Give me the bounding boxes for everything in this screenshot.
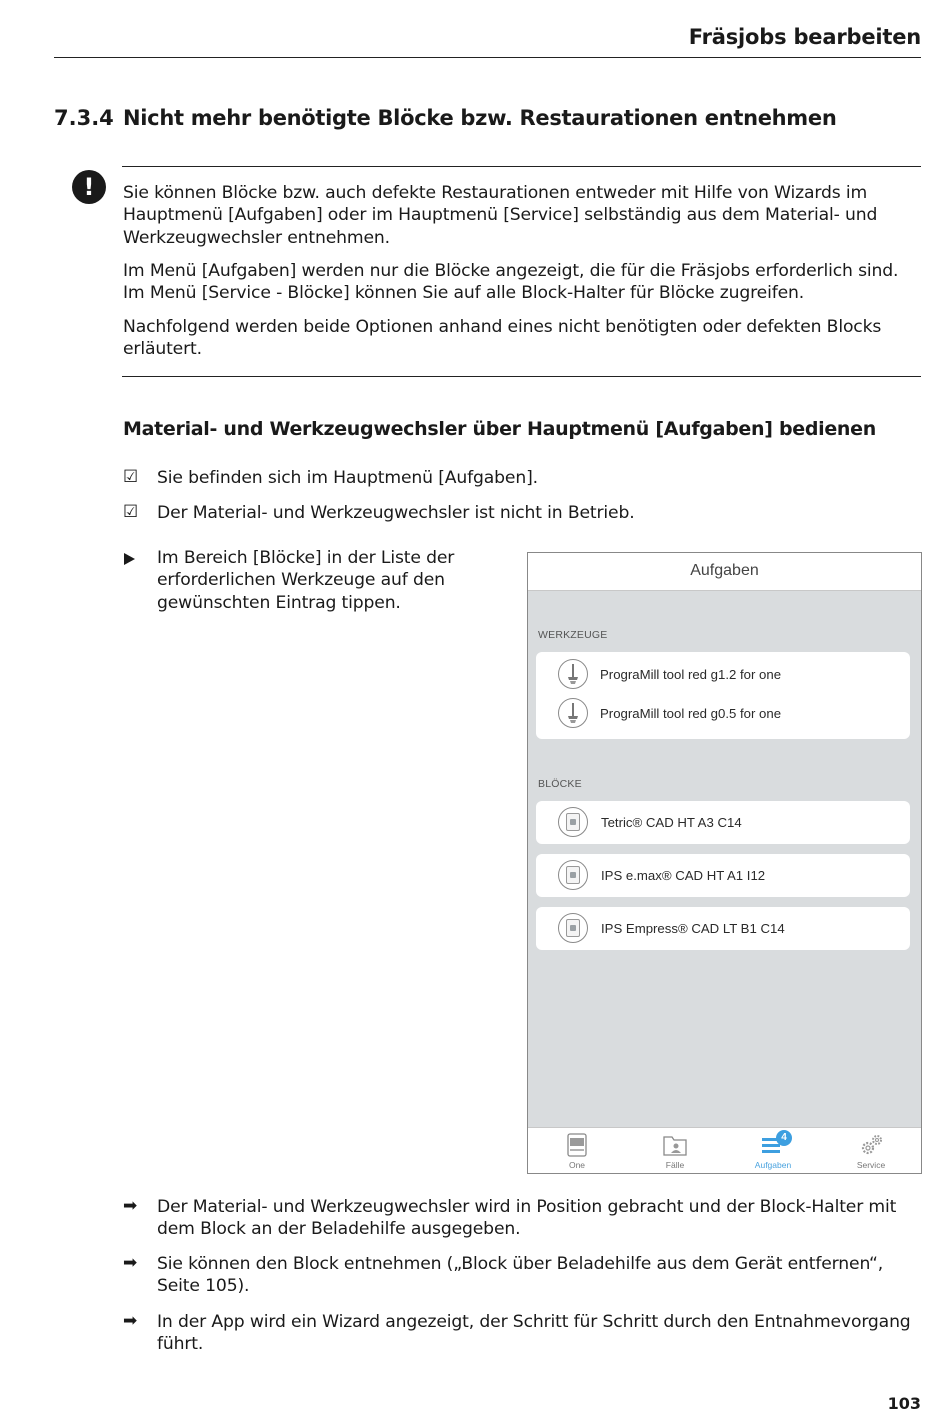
step-instruction: Im Bereich [Blöcke] in der Liste der erforderlichen Werkzeuge auf den gewünschten Eintrag tippen. [157, 548, 455, 613]
app-screenshot [527, 552, 922, 1174]
tab-label: One [568, 1160, 586, 1170]
block-item-label: Tetric® CAD HT A3 C14 [601, 815, 742, 830]
tool-item[interactable] [558, 698, 898, 730]
milling-tool-icon [558, 698, 588, 728]
tools-card [536, 652, 910, 739]
block-item-label: IPS Empress® CAD LT B1 C14 [601, 921, 785, 936]
block-item[interactable] [536, 854, 910, 897]
tool-item[interactable] [558, 659, 898, 691]
app-title-bar [528, 553, 921, 591]
result-3: In der App wird ein Wizard angezeigt, der Schritt für Schritt durch den Entnahmevorgang führt. [157, 1312, 911, 1355]
milling-tool-icon [558, 659, 588, 689]
step-arrow-icon [124, 553, 135, 565]
block-item-label: IPS e.max® CAD HT A1 I12 [601, 868, 766, 883]
gear-icon [858, 1133, 884, 1157]
tab-label: Aufgaben [754, 1160, 792, 1170]
result-arrow-icon: ➡ [123, 1253, 138, 1273]
subsection-title: Material- und Werkzeugwechsler über Hauptmenü [Aufgaben] bedienen [123, 418, 876, 440]
notice-bottom-rule [122, 376, 921, 377]
device-icon [564, 1133, 590, 1157]
tab-one[interactable] [528, 1128, 626, 1174]
block-icon [558, 913, 588, 943]
notice-top-rule [122, 166, 921, 167]
section-title: Nicht mehr benötigte Blöcke bzw. Restaurationen entnehmen [123, 106, 837, 130]
result-1: Der Material- und Werkzeugwechsler wird in Position gebracht und der Block-Halter mit dem Block an der Beladehilfe ausgegeben. [157, 1197, 897, 1240]
tasks-count-badge: 4 [776, 1130, 792, 1146]
result-arrow-icon: ➡ [123, 1311, 138, 1331]
blocks-section-label: BLÖCKE [538, 778, 582, 790]
block-item[interactable] [536, 907, 910, 950]
tool-item-label: PrograMill tool red g0.5 for one [600, 706, 782, 721]
section-number: 7.3.4 [54, 106, 114, 130]
tab-faelle[interactable] [626, 1128, 724, 1174]
page-number: 103 [887, 1394, 921, 1413]
tool-item-label: PrograMill tool red g1.2 for one [600, 667, 782, 682]
header-rule [54, 57, 921, 58]
block-icon [558, 860, 588, 890]
tab-label: Service [856, 1160, 886, 1170]
tab-aufgaben[interactable] [724, 1128, 822, 1174]
block-icon [558, 807, 588, 837]
prerequisite-2: Der Material- und Werkzeugwechsler ist nicht in Betrieb. [157, 503, 635, 523]
folder-icon [662, 1133, 688, 1157]
running-header: Fräsjobs bearbeiten [688, 25, 921, 49]
result-2: Sie können den Block entnehmen („Block über Beladehilfe aus dem Gerät entfernen“, Seite 105). [157, 1254, 884, 1297]
notice-paragraph-1: Sie können Blöcke bzw. auch defekte Restaurationen entweder mit Hilfe von Wizards im Hauptmenü [Aufgaben] oder im Hauptmenü [Service] selbständig aus dem Material- und Werkzeugwechsler entnehmen. [123, 183, 878, 248]
tab-bar [528, 1127, 921, 1174]
notice-paragraph-3: Nachfolgend werden beide Optionen anhand eines nicht benötigten oder defekten Blocks erläutert. [123, 317, 882, 360]
notice-paragraph-2: Im Menü [Aufgaben] werden nur die Blöcke angezeigt, die für die Fräsjobs erforderlich sind. Im Menü [Service - Blöcke] können Sie auf alle Block-Halter für Blöcke zugreifen. [123, 261, 899, 304]
checkbox-icon: ☑ [123, 467, 139, 487]
tools-section-label: WERKZEUGE [538, 629, 608, 641]
result-arrow-icon: ➡ [123, 1196, 138, 1216]
checkbox-icon: ☑ [123, 502, 139, 522]
block-item[interactable] [536, 801, 910, 844]
tab-label: Fälle [665, 1160, 685, 1170]
tab-service[interactable] [822, 1128, 920, 1174]
prerequisite-1: Sie befinden sich im Hauptmenü [Aufgaben]. [157, 468, 538, 488]
app-title: Aufgaben [690, 562, 759, 579]
exclamation-icon: ! [72, 170, 106, 204]
